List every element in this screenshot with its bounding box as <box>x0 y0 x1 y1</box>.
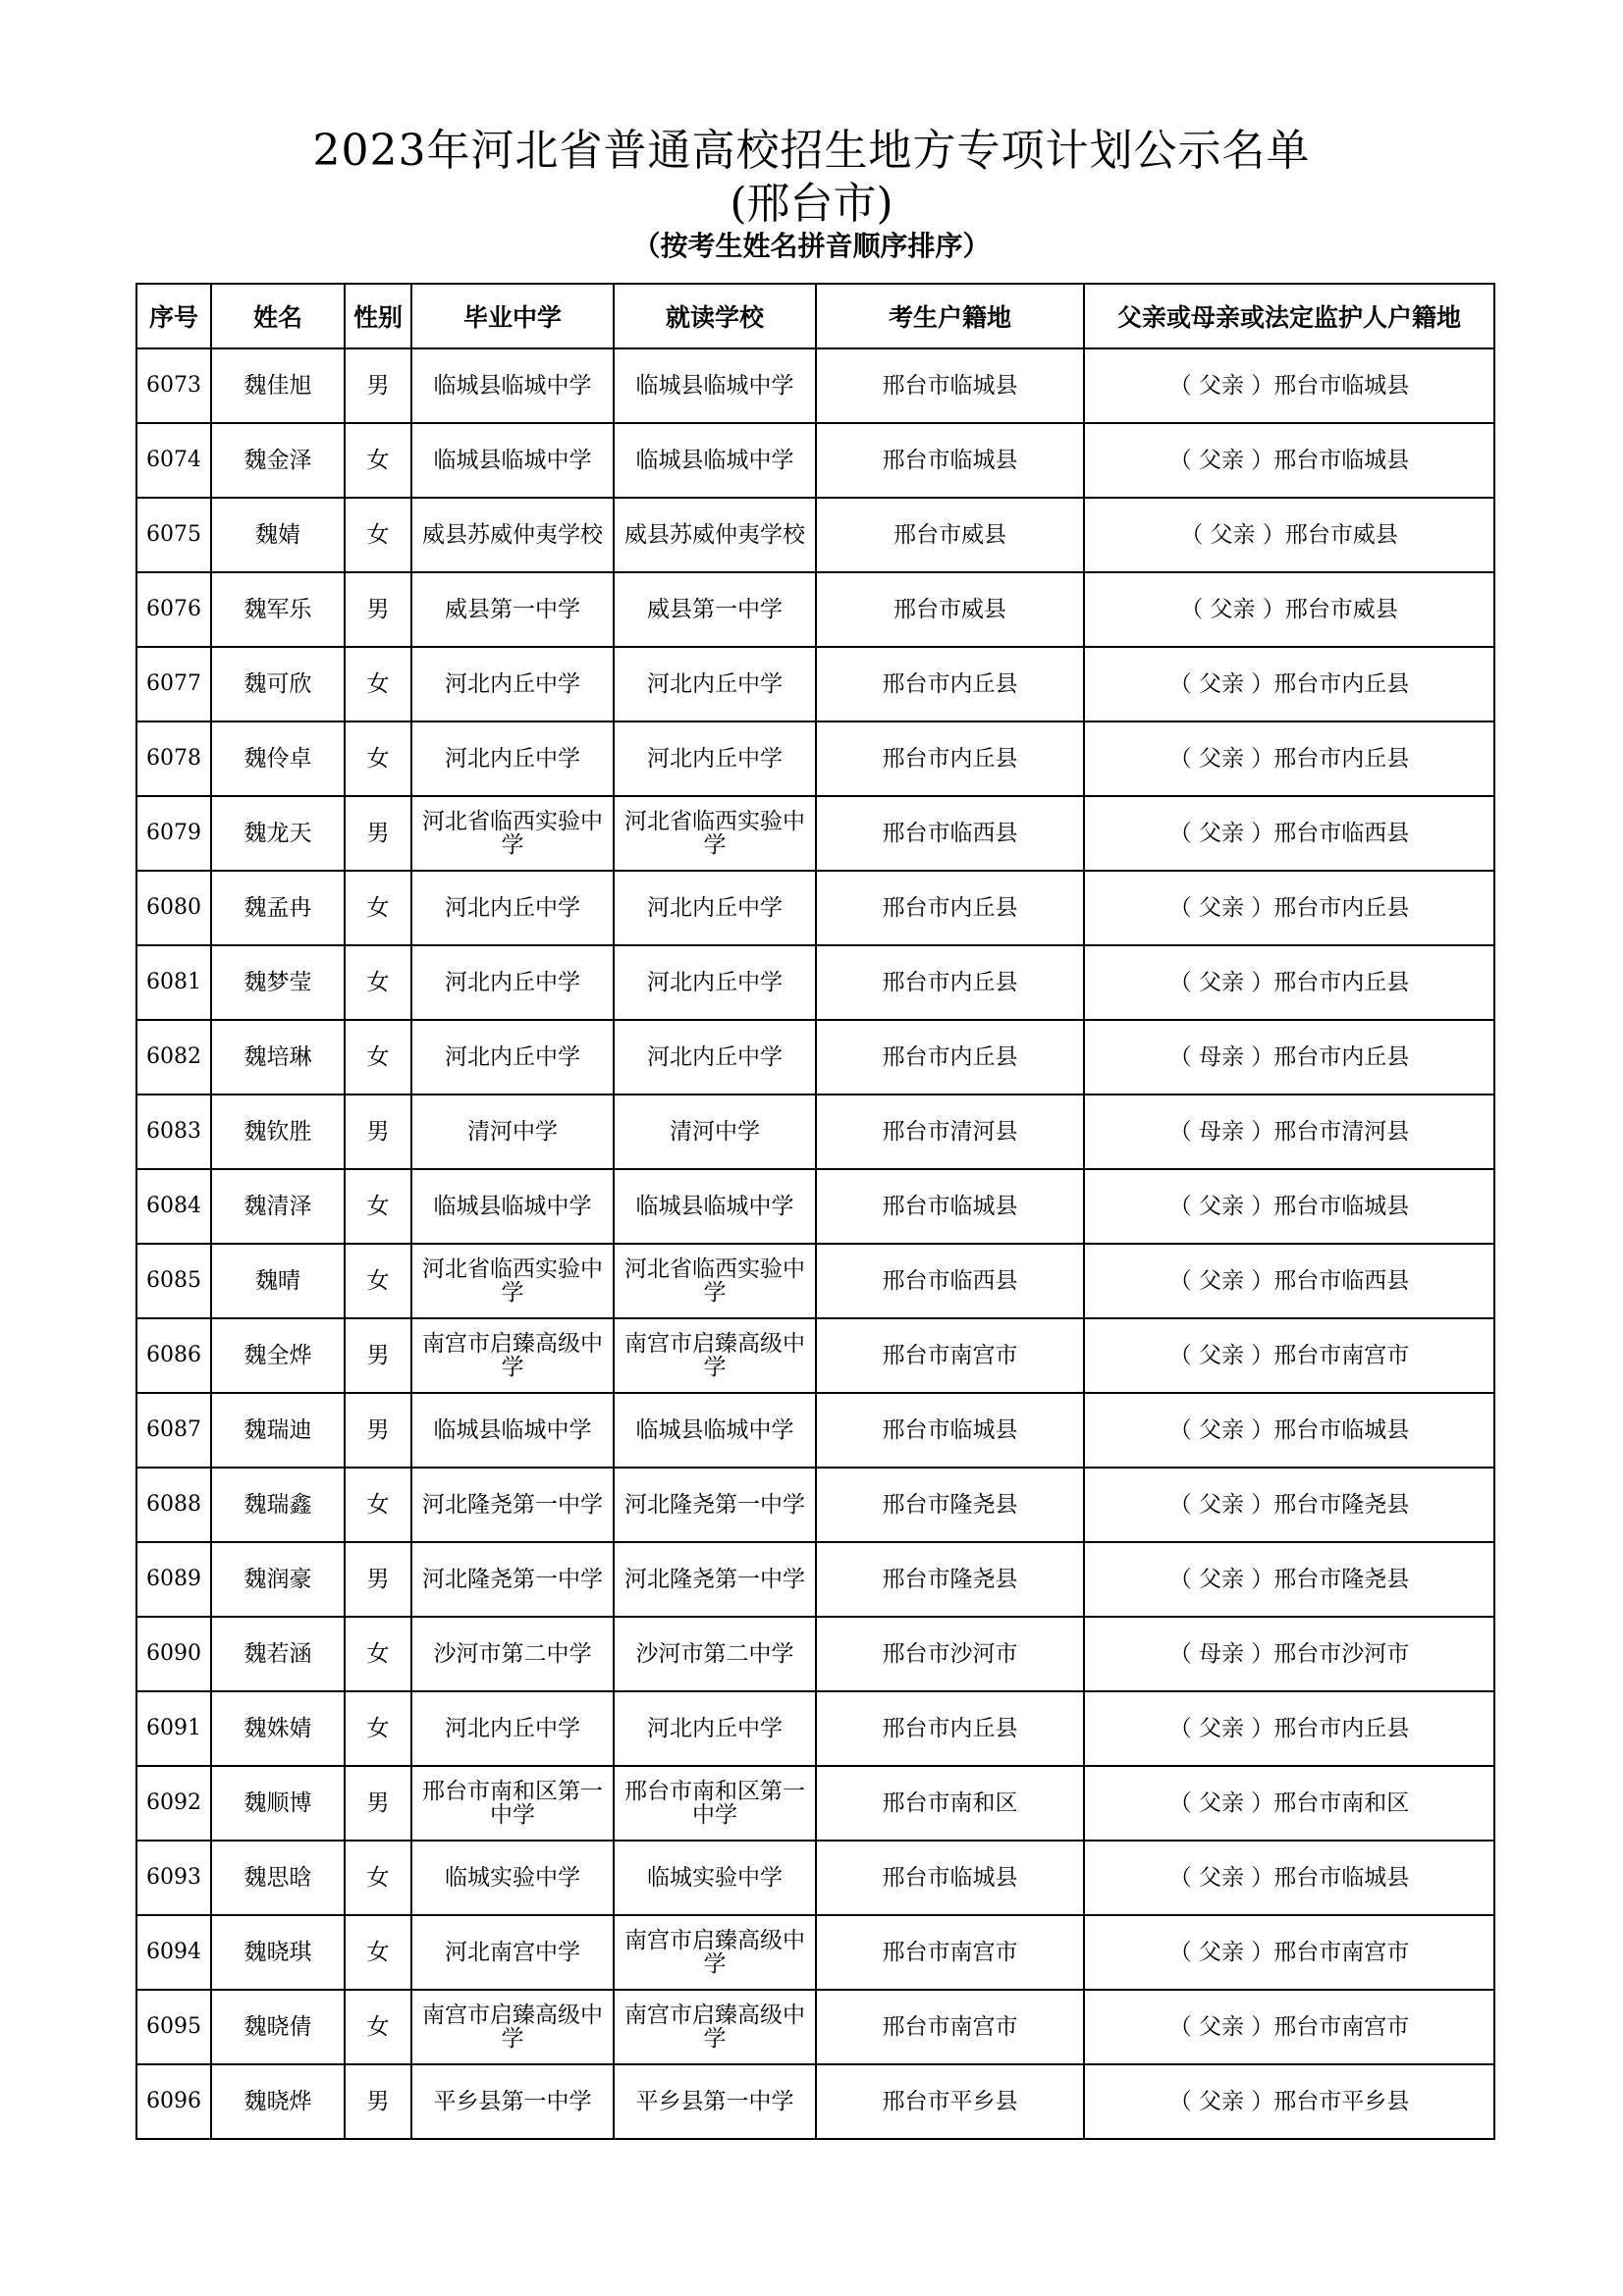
cell-student-residence: 邢台市内丘县 <box>816 647 1084 721</box>
cell-graduated-school: 河北内丘中学 <box>411 1020 614 1095</box>
cell-gender: 女 <box>345 1020 411 1095</box>
cell-current-school: 平乡县第一中学 <box>614 2064 816 2139</box>
cell-gender: 男 <box>345 1318 411 1393</box>
cell-serial: 6080 <box>136 871 211 945</box>
column-header-serial: 序号 <box>136 284 211 348</box>
cell-current-school: 临城县临城中学 <box>614 423 816 498</box>
cell-name: 魏全烨 <box>211 1318 345 1393</box>
table-row <box>136 796 1494 871</box>
cell-student-residence: 邢台市威县 <box>816 498 1084 572</box>
cell-current-school: 威县苏威仲夷学校 <box>614 498 816 572</box>
cell-graduated-school: 河北南宫中学 <box>411 1915 614 1990</box>
cell-graduated-school: 临城县临城中学 <box>411 348 614 423</box>
cell-name: 魏清泽 <box>211 1169 345 1244</box>
cell-name: 魏婧 <box>211 498 345 572</box>
table-row <box>136 1841 1494 1915</box>
page-subtitle-city: (邢台市) <box>730 179 893 229</box>
table-row <box>136 1095 1494 1169</box>
cell-graduated-school: 临城县临城中学 <box>411 1393 614 1468</box>
cell-gender: 男 <box>345 796 411 871</box>
cell-gender: 男 <box>345 572 411 647</box>
admission-roster-table <box>135 283 1495 2140</box>
cell-guardian-residence: （ 父亲 ）邢台市南和区 <box>1084 1766 1494 1841</box>
table-row <box>136 1542 1494 1617</box>
cell-serial: 6076 <box>136 572 211 647</box>
table-row <box>136 1393 1494 1468</box>
cell-gender: 女 <box>345 1841 411 1915</box>
cell-serial: 6084 <box>136 1169 211 1244</box>
cell-gender: 女 <box>345 721 411 796</box>
cell-name: 魏孟冉 <box>211 871 345 945</box>
cell-student-residence: 邢台市清河县 <box>816 1095 1084 1169</box>
cell-graduated-school: 河北内丘中学 <box>411 945 614 1020</box>
cell-serial: 6086 <box>136 1318 211 1393</box>
cell-gender: 女 <box>345 871 411 945</box>
table-row <box>136 423 1494 498</box>
cell-student-residence: 邢台市隆尧县 <box>816 1468 1084 1542</box>
cell-guardian-residence: （ 父亲 ）邢台市隆尧县 <box>1084 1468 1494 1542</box>
cell-guardian-residence: （ 母亲 ）邢台市内丘县 <box>1084 1020 1494 1095</box>
cell-guardian-residence: （ 父亲 ）邢台市威县 <box>1084 498 1494 572</box>
table-header-row <box>136 284 1494 348</box>
table-row <box>136 572 1494 647</box>
cell-guardian-residence: （ 父亲 ）邢台市内丘县 <box>1084 721 1494 796</box>
cell-graduated-school: 临城实验中学 <box>411 1841 614 1915</box>
table-row <box>136 1169 1494 1244</box>
cell-name: 魏可欣 <box>211 647 345 721</box>
cell-serial: 6089 <box>136 1542 211 1617</box>
cell-current-school: 河北省临西实验中学 <box>614 1244 816 1318</box>
table-row <box>136 1915 1494 1990</box>
cell-name: 魏军乐 <box>211 572 345 647</box>
cell-current-school: 河北省临西实验中学 <box>614 796 816 871</box>
cell-graduated-school: 河北省临西实验中学 <box>411 1244 614 1318</box>
cell-student-residence: 邢台市沙河市 <box>816 1617 1084 1691</box>
cell-name: 魏佳旭 <box>211 348 345 423</box>
cell-graduated-school: 河北隆尧第一中学 <box>411 1468 614 1542</box>
cell-guardian-residence: （ 母亲 ）邢台市沙河市 <box>1084 1617 1494 1691</box>
cell-current-school: 临城县临城中学 <box>614 348 816 423</box>
column-header-graduated-school: 毕业中学 <box>411 284 614 348</box>
table-row <box>136 2064 1494 2139</box>
table-row <box>136 1617 1494 1691</box>
table-row <box>136 1244 1494 1318</box>
cell-gender: 女 <box>345 1617 411 1691</box>
table-row <box>136 647 1494 721</box>
table-row <box>136 498 1494 572</box>
cell-graduated-school: 清河中学 <box>411 1095 614 1169</box>
cell-name: 魏金泽 <box>211 423 345 498</box>
cell-name: 魏培琳 <box>211 1020 345 1095</box>
cell-guardian-residence: （ 父亲 ）邢台市内丘县 <box>1084 871 1494 945</box>
cell-graduated-school: 河北内丘中学 <box>411 1691 614 1766</box>
cell-gender: 女 <box>345 1468 411 1542</box>
cell-serial: 6085 <box>136 1244 211 1318</box>
cell-serial: 6083 <box>136 1095 211 1169</box>
cell-gender: 男 <box>345 1095 411 1169</box>
table-row <box>136 348 1494 423</box>
column-header-current-school: 就读学校 <box>614 284 816 348</box>
cell-guardian-residence: （ 父亲 ）邢台市临西县 <box>1084 1244 1494 1318</box>
cell-current-school: 河北内丘中学 <box>614 721 816 796</box>
cell-student-residence: 邢台市隆尧县 <box>816 1542 1084 1617</box>
column-header-name: 姓名 <box>211 284 345 348</box>
column-header-gender: 性别 <box>345 284 411 348</box>
table-row <box>136 1468 1494 1542</box>
cell-gender: 女 <box>345 1244 411 1318</box>
cell-current-school: 河北内丘中学 <box>614 1691 816 1766</box>
cell-name: 魏晓倩 <box>211 1990 345 2064</box>
cell-guardian-residence: （ 父亲 ）邢台市威县 <box>1084 572 1494 647</box>
table-row <box>136 871 1494 945</box>
cell-graduated-school: 河北省临西实验中学 <box>411 796 614 871</box>
cell-name: 魏瑞迪 <box>211 1393 345 1468</box>
cell-name: 魏钦胜 <box>211 1095 345 1169</box>
cell-gender: 男 <box>345 348 411 423</box>
cell-guardian-residence: （ 父亲 ）邢台市南宫市 <box>1084 1318 1494 1393</box>
cell-guardian-residence: （ 父亲 ）邢台市平乡县 <box>1084 2064 1494 2139</box>
cell-graduated-school: 河北隆尧第一中学 <box>411 1542 614 1617</box>
cell-student-residence: 邢台市内丘县 <box>816 945 1084 1020</box>
cell-guardian-residence: （ 父亲 ）邢台市隆尧县 <box>1084 1542 1494 1617</box>
cell-serial: 6091 <box>136 1691 211 1766</box>
cell-name: 魏若涵 <box>211 1617 345 1691</box>
cell-guardian-residence: （ 父亲 ）邢台市临城县 <box>1084 348 1494 423</box>
cell-serial: 6092 <box>136 1766 211 1841</box>
table-row <box>136 721 1494 796</box>
table-row <box>136 1020 1494 1095</box>
table-row <box>136 945 1494 1020</box>
cell-graduated-school: 南宫市启臻高级中学 <box>411 1318 614 1393</box>
cell-student-residence: 邢台市南宫市 <box>816 1318 1084 1393</box>
cell-student-residence: 邢台市临城县 <box>816 348 1084 423</box>
cell-name: 魏龙天 <box>211 796 345 871</box>
cell-serial: 6096 <box>136 2064 211 2139</box>
cell-gender: 女 <box>345 423 411 498</box>
cell-student-residence: 邢台市临西县 <box>816 796 1084 871</box>
cell-student-residence: 邢台市临城县 <box>816 1393 1084 1468</box>
cell-graduated-school: 河北内丘中学 <box>411 647 614 721</box>
cell-graduated-school: 沙河市第二中学 <box>411 1617 614 1691</box>
cell-guardian-residence: （ 父亲 ）邢台市临城县 <box>1084 1393 1494 1468</box>
cell-student-residence: 邢台市内丘县 <box>816 1020 1084 1095</box>
cell-graduated-school: 临城县临城中学 <box>411 423 614 498</box>
cell-current-school: 河北内丘中学 <box>614 945 816 1020</box>
cell-student-residence: 邢台市临城县 <box>816 1841 1084 1915</box>
cell-graduated-school: 河北内丘中学 <box>411 721 614 796</box>
cell-gender: 男 <box>345 1766 411 1841</box>
cell-name: 魏晓烨 <box>211 2064 345 2139</box>
cell-guardian-residence: （ 父亲 ）邢台市临城县 <box>1084 423 1494 498</box>
cell-name: 魏姝婧 <box>211 1691 345 1766</box>
cell-graduated-school: 邢台市南和区第一中学 <box>411 1766 614 1841</box>
cell-guardian-residence: （ 父亲 ）邢台市内丘县 <box>1084 1691 1494 1766</box>
column-header-student-residence: 考生户籍地 <box>816 284 1084 348</box>
cell-name: 魏顺博 <box>211 1766 345 1841</box>
cell-current-school: 河北内丘中学 <box>614 871 816 945</box>
cell-student-residence: 邢台市临城县 <box>816 423 1084 498</box>
cell-guardian-residence: （ 母亲 ）邢台市清河县 <box>1084 1095 1494 1169</box>
cell-serial: 6075 <box>136 498 211 572</box>
cell-current-school: 清河中学 <box>614 1095 816 1169</box>
cell-graduated-school: 河北内丘中学 <box>411 871 614 945</box>
cell-student-residence: 邢台市平乡县 <box>816 2064 1084 2139</box>
cell-gender: 女 <box>345 1915 411 1990</box>
cell-name: 魏润豪 <box>211 1542 345 1617</box>
cell-name: 魏伶卓 <box>211 721 345 796</box>
table-row <box>136 1691 1494 1766</box>
table-row <box>136 1766 1494 1841</box>
cell-student-residence: 邢台市南宫市 <box>816 1915 1084 1990</box>
table-row <box>136 1318 1494 1393</box>
cell-serial: 6077 <box>136 647 211 721</box>
cell-student-residence: 邢台市内丘县 <box>816 721 1084 796</box>
cell-name: 魏思晗 <box>211 1841 345 1915</box>
cell-name: 魏瑞鑫 <box>211 1468 345 1542</box>
sort-note: （按考生姓名拼音顺序排序） <box>632 230 991 262</box>
cell-graduated-school: 南宫市启臻高级中学 <box>411 1990 614 2064</box>
cell-student-residence: 邢台市内丘县 <box>816 1691 1084 1766</box>
cell-current-school: 河北内丘中学 <box>614 1020 816 1095</box>
cell-current-school: 河北内丘中学 <box>614 647 816 721</box>
cell-guardian-residence: （ 父亲 ）邢台市临西县 <box>1084 796 1494 871</box>
table-body <box>136 348 1494 2139</box>
cell-graduated-school: 威县苏威仲夷学校 <box>411 498 614 572</box>
column-header-guardian-residence: 父亲或母亲或法定监护人户籍地 <box>1084 284 1494 348</box>
cell-name: 魏梦莹 <box>211 945 345 1020</box>
cell-guardian-residence: （ 父亲 ）邢台市内丘县 <box>1084 945 1494 1020</box>
cell-student-residence: 邢台市南宫市 <box>816 1990 1084 2064</box>
cell-current-school: 邢台市南和区第一中学 <box>614 1766 816 1841</box>
cell-gender: 女 <box>345 1990 411 2064</box>
cell-student-residence: 邢台市南和区 <box>816 1766 1084 1841</box>
cell-current-school: 临城县临城中学 <box>614 1393 816 1468</box>
cell-serial: 6073 <box>136 348 211 423</box>
cell-guardian-residence: （ 父亲 ）邢台市南宫市 <box>1084 1990 1494 2064</box>
cell-current-school: 临城县临城中学 <box>614 1169 816 1244</box>
cell-gender: 女 <box>345 945 411 1020</box>
cell-graduated-school: 威县第一中学 <box>411 572 614 647</box>
cell-serial: 6079 <box>136 796 211 871</box>
cell-current-school: 南宫市启臻高级中学 <box>614 1915 816 1990</box>
cell-gender: 男 <box>345 1393 411 1468</box>
cell-serial: 6090 <box>136 1617 211 1691</box>
cell-guardian-residence: （ 父亲 ）邢台市南宫市 <box>1084 1915 1494 1990</box>
cell-name: 魏晓琪 <box>211 1915 345 1990</box>
cell-current-school: 临城实验中学 <box>614 1841 816 1915</box>
cell-serial: 6081 <box>136 945 211 1020</box>
cell-student-residence: 邢台市内丘县 <box>816 871 1084 945</box>
cell-gender: 女 <box>345 1691 411 1766</box>
cell-gender: 女 <box>345 647 411 721</box>
cell-serial: 6078 <box>136 721 211 796</box>
cell-guardian-residence: （ 父亲 ）邢台市临城县 <box>1084 1841 1494 1915</box>
cell-serial: 6095 <box>136 1990 211 2064</box>
cell-serial: 6094 <box>136 1915 211 1990</box>
cell-student-residence: 邢台市临城县 <box>816 1169 1084 1244</box>
cell-graduated-school: 平乡县第一中学 <box>411 2064 614 2139</box>
cell-gender: 女 <box>345 498 411 572</box>
cell-student-residence: 邢台市临西县 <box>816 1244 1084 1318</box>
cell-gender: 女 <box>345 1169 411 1244</box>
cell-serial: 6087 <box>136 1393 211 1468</box>
cell-current-school: 沙河市第二中学 <box>614 1617 816 1691</box>
cell-current-school: 南宫市启臻高级中学 <box>614 1990 816 2064</box>
cell-graduated-school: 临城县临城中学 <box>411 1169 614 1244</box>
cell-current-school: 威县第一中学 <box>614 572 816 647</box>
cell-serial: 6074 <box>136 423 211 498</box>
cell-serial: 6088 <box>136 1468 211 1542</box>
cell-current-school: 河北隆尧第一中学 <box>614 1468 816 1542</box>
cell-name: 魏晴 <box>211 1244 345 1318</box>
cell-student-residence: 邢台市威县 <box>816 572 1084 647</box>
cell-current-school: 南宫市启臻高级中学 <box>614 1318 816 1393</box>
cell-serial: 6093 <box>136 1841 211 1915</box>
table-row <box>136 1990 1494 2064</box>
cell-guardian-residence: （ 父亲 ）邢台市临城县 <box>1084 1169 1494 1244</box>
cell-serial: 6082 <box>136 1020 211 1095</box>
cell-current-school: 河北隆尧第一中学 <box>614 1542 816 1617</box>
cell-gender: 男 <box>345 1542 411 1617</box>
cell-gender: 男 <box>345 2064 411 2139</box>
page-title: 2023年河北省普通高校招生地方专项计划公示名单 <box>312 126 1311 176</box>
cell-guardian-residence: （ 父亲 ）邢台市内丘县 <box>1084 647 1494 721</box>
